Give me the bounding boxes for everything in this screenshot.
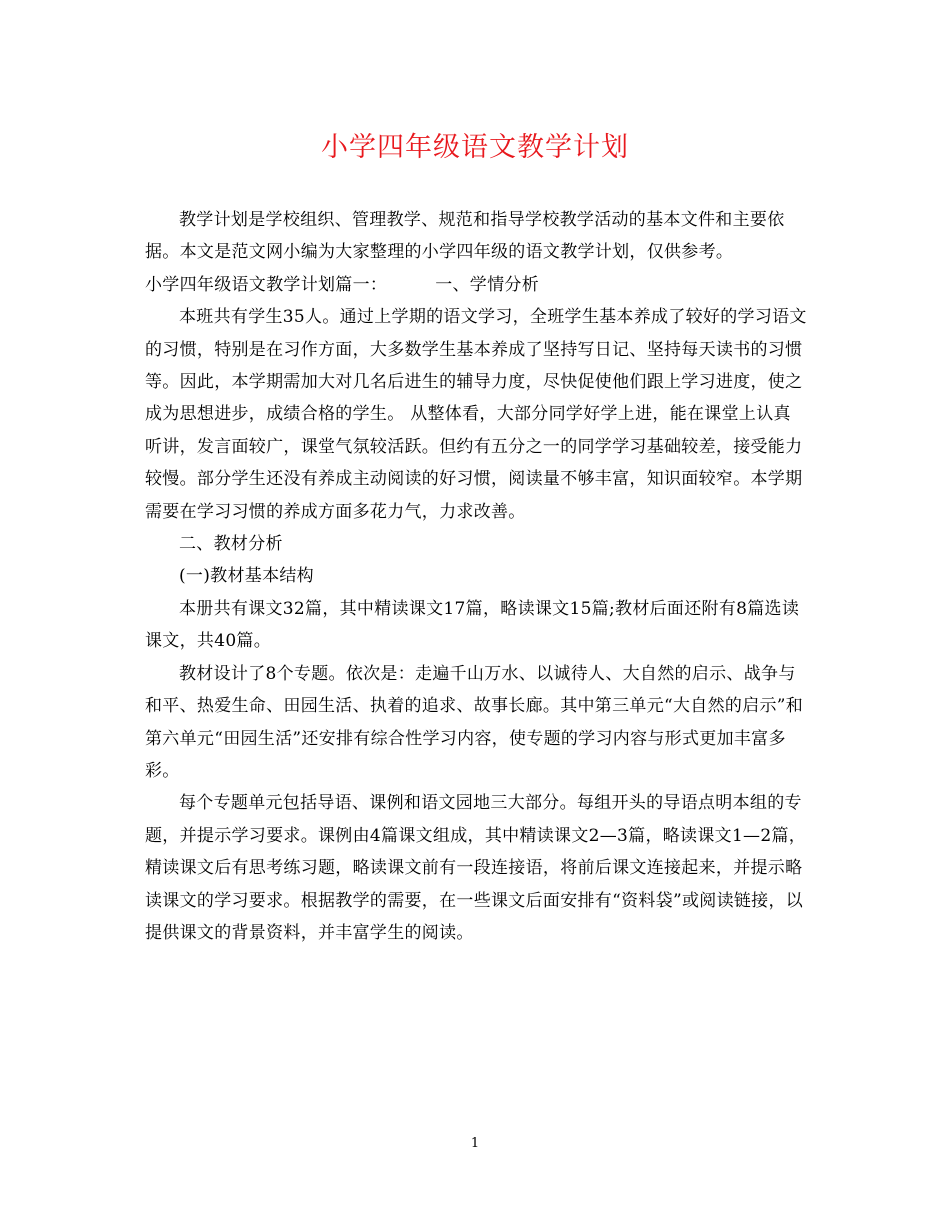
page-number: 1: [470, 1136, 480, 1151]
section-heading-line: [145, 269, 807, 301]
heading-textbook-analysis: 二、教材分析: [179, 534, 283, 555]
section-heading: 一、学情分析: [435, 274, 540, 295]
subheading-basic-structure: (一)教材基本结构: [179, 566, 314, 587]
section-label: 小学四年级语文教学计划篇一：: [145, 274, 388, 295]
document-body: [145, 204, 807, 949]
paragraph-lesson-count: 本册共有课文32篇，其中精读课文17篇，略读课文15篇;教材后面还附有8篇选读课文，共40篇。: [145, 598, 800, 652]
paragraph-unit-structure: 每个专题单元包括导语、课例和语文园地三大部分。每组开头的导语点明本组的专题，并提示学习要求。课例由4篇课文组成，其中精读课文2—3篇，略读课文1—2篇，精读课文后有思考练习题，略读课文前有一段连接语，将前后课文连接起来，并提示略读课文的学习要求。根据教学的需要，在一些课文后面安排有“资料袋”或阅读链接，以提供课文的背景资料，并丰富学生的阅读。: [145, 793, 807, 943]
paragraph-student-analysis: 本班共有学生35人。通过上学期的语文学习，全班学生基本养成了较好的学习语文的习惯，特别是在习作方面，大多数学生基本养成了坚持写日记、坚持每天读书的习惯等。因此，本学期需加大对几名后进生的辅导力度，尽快促使他们跟上学习进度，使之成为思想进步，成绩合格的学生。 从整体看，大部分同学好学上进，能在课堂上认真听讲，发言面较广，课堂气氛较活跃。但约有五分之一的同学学习基础较差，接受能力较慢。部分学生还没有养成主动阅读的好习惯，阅读量不够丰富，知识面较窄。本学期需要在学习习惯的养成方面多花力气，力求改善。: [145, 307, 807, 522]
document-title: 小学四年级语文教学计划: [321, 132, 629, 163]
paragraph-topics: 教材设计了8个专题。依次是：走遍千山万水、以诚待人、大自然的启示、战争与和平、热爱生命、田园生活、执着的追求、故事长廊。其中第三单元“大自然的启示”和第六单元“田园生活”还安排有综合性学习内容，使专题的学习内容与形式更加丰富多彩。: [145, 663, 804, 781]
intro-paragraph: 教学计划是学校组织、管理教学、规范和指导学校教学活动的基本文件和主要依据。本文是范文网小编为大家整理的小学四年级的语文教学计划，仅供参考。: [145, 210, 785, 263]
